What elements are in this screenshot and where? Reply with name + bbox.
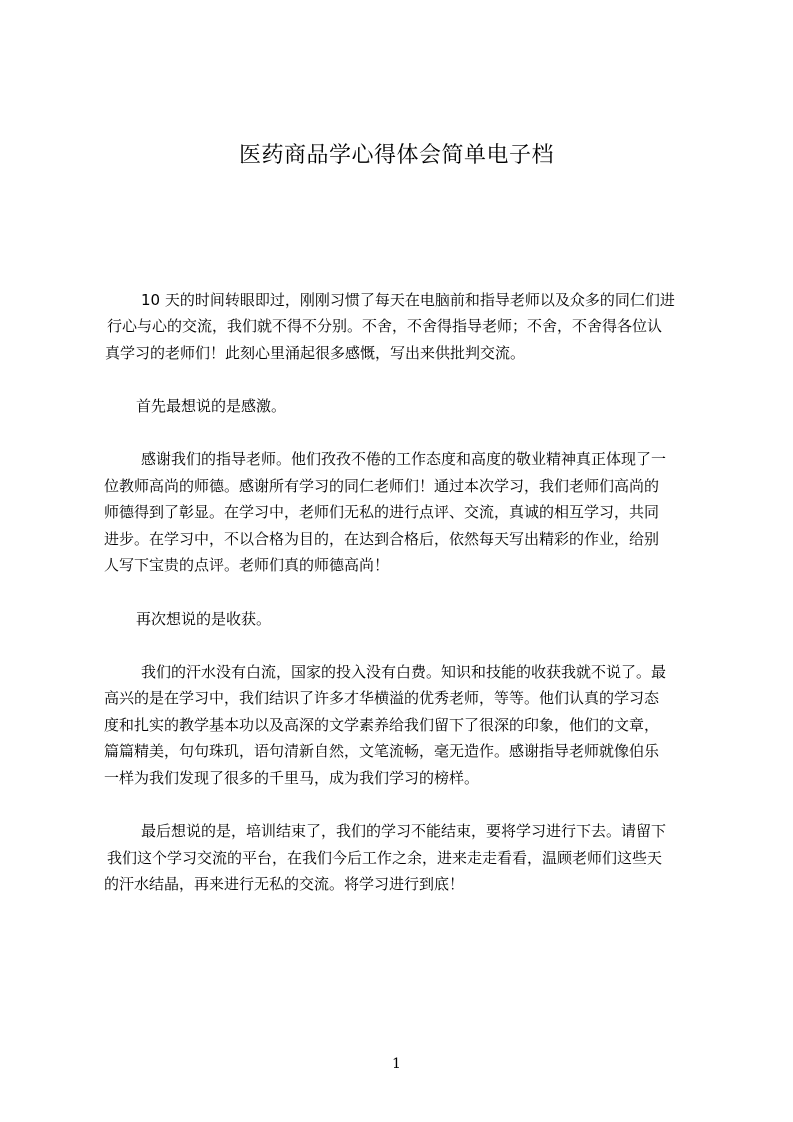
- paragraph-line: 度和扎实的教学基本功以及高深的文学素养给我们留下了很深的印象，他们的文章，: [104, 716, 660, 734]
- paragraph-line: 真学习的老师们！此刻心里涌起很多感慨，写出来供批判交流。: [105, 344, 526, 362]
- paragraph-line: 人写下宝贵的点评。老师们真的师德高尚！: [104, 556, 390, 574]
- paragraph-line: 的汗水结晶，再来进行无私的交流。将学习进行到底！: [104, 875, 465, 893]
- paragraph-line: 师德得到了彰显。在学习中，老师们无私的进行点评、交流，真诚的相互学习，共同: [104, 503, 660, 521]
- paragraph-line: 进步。在学习中，不以合格为目的，在达到合格后，依然每天写出精彩的作业，给别: [104, 530, 660, 548]
- paragraph-line: 我们的汗水没有白流，国家的投入没有白费。知识和技能的收获我就不说了。最: [141, 663, 667, 681]
- paragraph-line: 一样为我们发现了很多的千里马，成为我们学习的榜样。: [104, 769, 480, 787]
- paragraph-line: 再次想说的是收获。: [136, 610, 272, 628]
- document-title: 医药商品学心得体会简单电子档: [238, 143, 554, 168]
- paragraph-line: 最后想说的是，培训结束了，我们的学习不能结束，要将学习进行下去。请留下: [141, 822, 667, 840]
- paragraph-line: 10 天的时间转眼即过，刚刚习惯了每天在电脑前和指导老师以及众多的同仁们进: [141, 291, 675, 309]
- paragraph-line: 我们这个学习交流的平台，在我们今后工作之余，进来走走看看，温顾老师们这些天: [107, 849, 663, 867]
- paragraph-line: 篇篇精美，句句珠玑，语句清新自然，文笔流畅，毫无造作。感谢指导老师就像伯乐: [104, 742, 660, 760]
- paragraph-line: 首先最想说的是感激。: [136, 397, 287, 415]
- page-number: 1: [392, 1056, 401, 1072]
- paragraph-line: 感谢我们的指导老师。他们孜孜不倦的工作态度和高度的敬业精神真正体现了一: [141, 450, 667, 468]
- paragraph-line: 高兴的是在学习中，我们结识了许多才华横溢的优秀老师，等等。他们认真的学习态: [104, 689, 660, 707]
- paragraph-line: 行心与心的交流，我们就不得不分别。不舍，不舍得指导老师；不舍，不舍得各位认: [107, 317, 663, 335]
- paragraph-line: 位教师高尚的师德。感谢所有学习的同仁老师们！通过本次学习，我们老师们高尚的: [104, 477, 660, 495]
